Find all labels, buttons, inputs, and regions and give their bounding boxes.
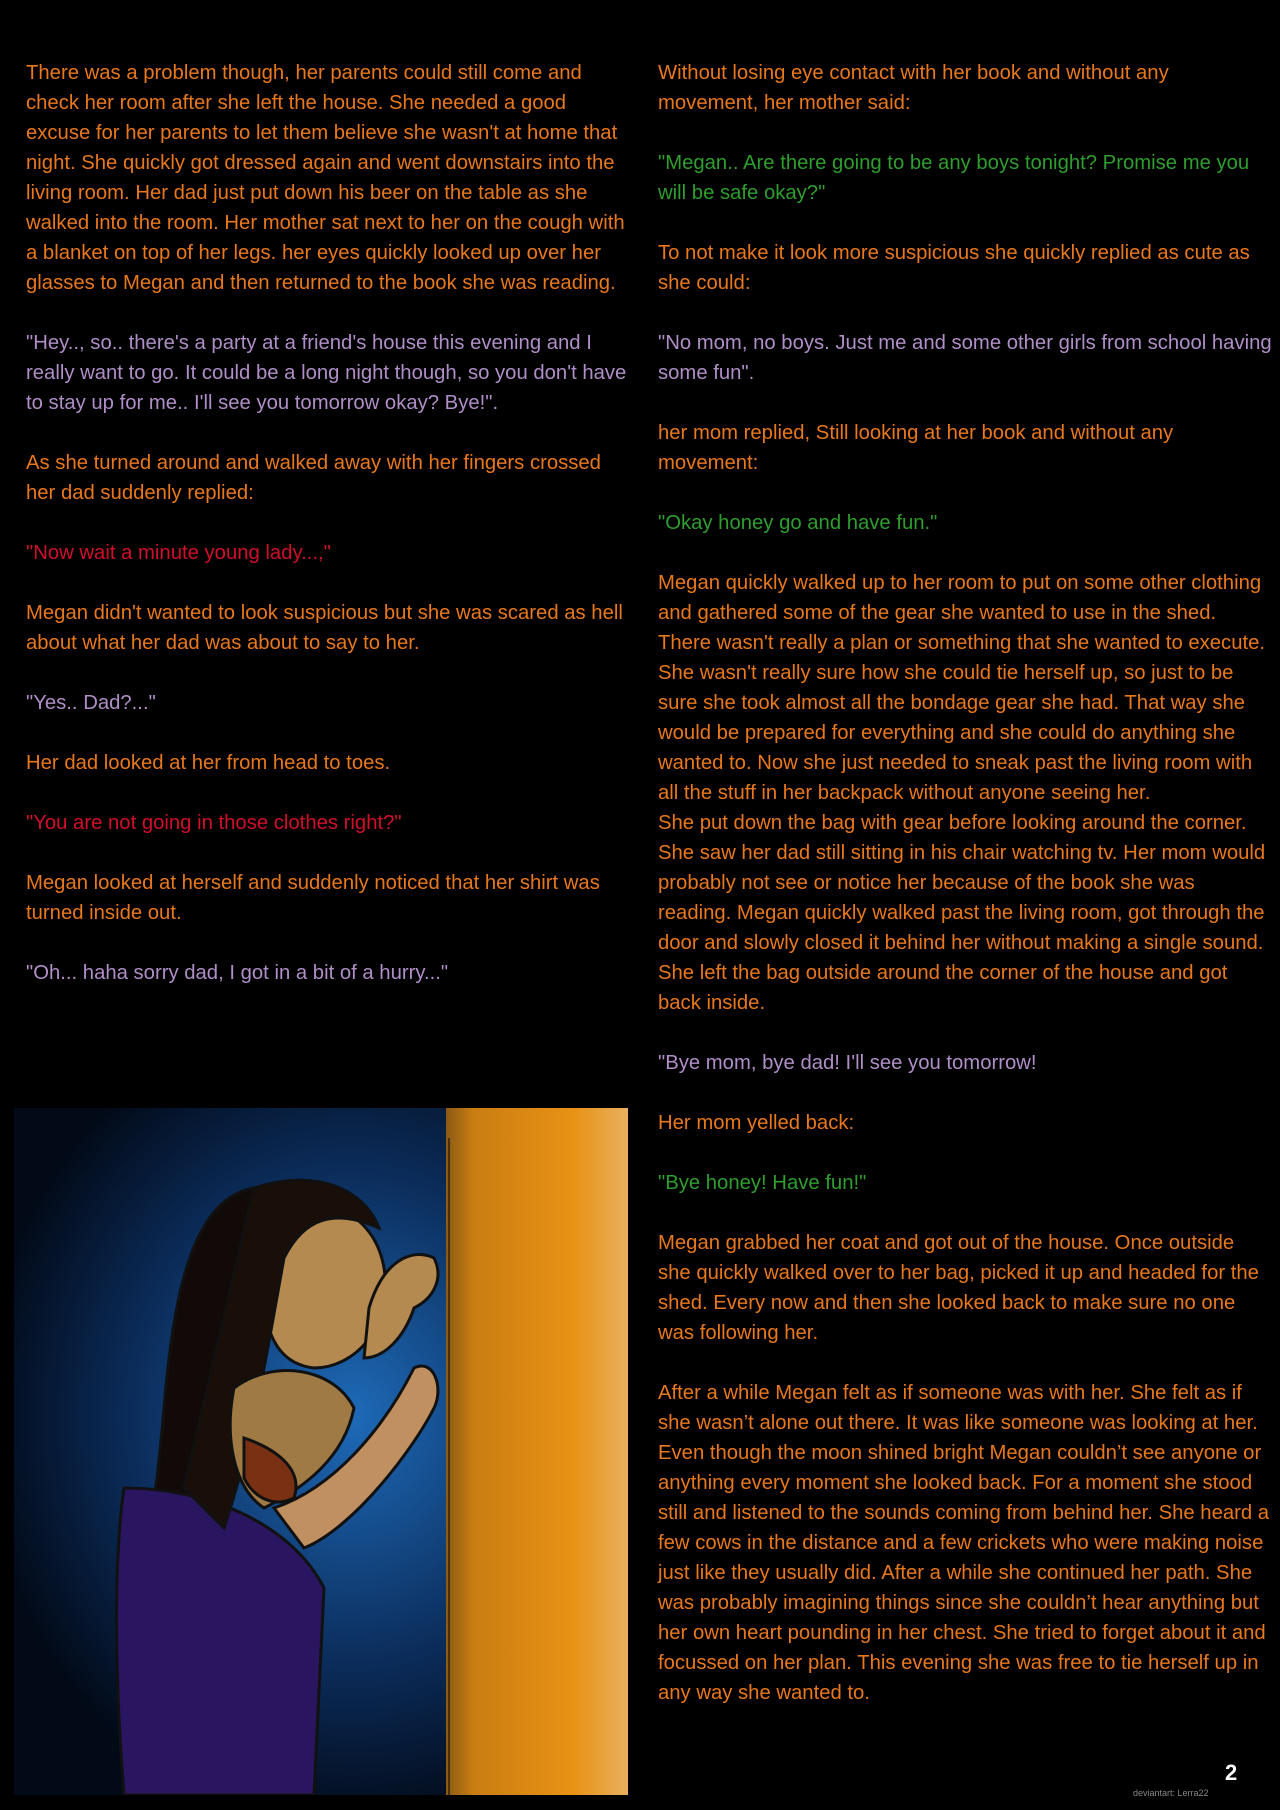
narration-paragraph: There was a problem though, her parents could still come and check her room after she left the house. She needed a good excuse for her parents to let them believe she wasn't at home that night. She quickly got dressed again and went downstairs into the living room. Her dad just put down his beer on the table as she walked into the room. Her mother sat next to her on the cough with a blanket on top of her legs. her eyes quickly looked up over her glasses to Megan and then returned to the book she was reading. — [26, 62, 625, 294]
megan-dialogue: "Hey.., so.. there's a party at a friend's house this evening and I really want to go. It could be a long night though, so you don't have to stay up for me.. I'll see you tomorrow okay? Bye!". — [26, 332, 627, 414]
narration-paragraph: Her mom yelled back: — [658, 1112, 855, 1134]
narration-paragraph: After a while Megan felt as if someone was with her. She felt as if she wasn’t alone out there. It was like someone was looking at her. Even though the moon shined bright Megan couldn’t see anyone or anything every moment she looked back. For a moment she stood still and listened to the sounds coming from behind her. She heard a few cows in the distance and a few crickets who were making noise just like they usually did. After a while she continued her path. She was probably imagining things since she couldn’t hear anything but her own heart pounding in her chest. She tried to forget about it and focussed on her plan. This evening she was free to tie herself up in any way she wanted to. — [658, 1382, 1270, 1704]
narration-paragraph: Megan grabbed her coat and got out of the house. Once outside she quickly walked over to her bag, picked it up and headed for the shed. Every now and then she looked back to make sure no one was following her. — [658, 1232, 1259, 1344]
megan-dialogue: "Bye mom, bye dad! I'll see you tomorrow! — [658, 1052, 1037, 1074]
megan-dialogue: "Yes.. Dad?..." — [26, 692, 156, 714]
megan-dialogue: "No mom, no boys. Just me and some other girls from school having some fun". — [658, 332, 1272, 384]
mom-dialogue: "Bye honey! Have fun!" — [658, 1172, 867, 1194]
dad-dialogue: "Now wait a minute young lady...," — [26, 542, 331, 564]
narration-paragraph: Her dad looked at her from head to toes. — [26, 752, 391, 774]
mom-dialogue: "Megan.. Are there going to be any boys tonight? Promise me you will be safe okay?" — [658, 152, 1250, 204]
narration-paragraph: Without losing eye contact with her book and without any movement, her mother said: — [658, 62, 1169, 114]
left-text-column — [26, 58, 634, 1018]
mom-dialogue: "Okay honey go and have fun." — [658, 512, 938, 534]
artist-credit: deviantart: Lerra22 — [1133, 1788, 1209, 1798]
megan-peeking-illustration — [14, 1108, 628, 1795]
illustration-panel — [14, 1108, 628, 1795]
narration-paragraph: She put down the bag with gear before looking around the corner. She saw her dad still sitting in his chair watching tv. Her mom would probably not see or notice her because of the book she was reading. Megan quickly walked past the living room, got through the door and slowly closed it behind her without making a single sound. She left the bag outside around the corner of the house and got back inside. — [658, 812, 1266, 1014]
right-text-column — [658, 58, 1272, 1738]
narration-paragraph: Megan looked at herself and suddenly noticed that her shirt was turned inside out. — [26, 872, 600, 924]
narration-paragraph: her mom replied, Still looking at her book and without any movement: — [658, 422, 1174, 474]
narration-paragraph: As she turned around and walked away with her fingers crossed her dad suddenly replied: — [26, 452, 601, 504]
megan-dialogue: "Oh... haha sorry dad, I got in a bit of a hurry..." — [26, 962, 449, 984]
page-number: 2 — [1225, 1760, 1238, 1785]
narration-paragraph: To not make it look more suspicious she quickly replied as cute as she could: — [658, 242, 1250, 294]
dad-dialogue: "You are not going in those clothes right?" — [26, 812, 402, 834]
narration-paragraph: Megan quickly walked up to her room to put on some other clothing and gathered some of the gear she wanted to use in the shed. There wasn't really a plan or something that she wanted to execute. She wasn't really sure how she could tie herself up, so just to be sure she took almost all the bondage gear she had. That way she would be prepared for everything and she could do anything she wanted to. Now she just needed to sneak past the living room with all the stuff in her backpack without anyone seeing her. — [658, 572, 1266, 804]
narration-paragraph: Megan didn't wanted to look suspicious but she was scared as hell about what her dad was about to say to her. — [26, 602, 623, 654]
